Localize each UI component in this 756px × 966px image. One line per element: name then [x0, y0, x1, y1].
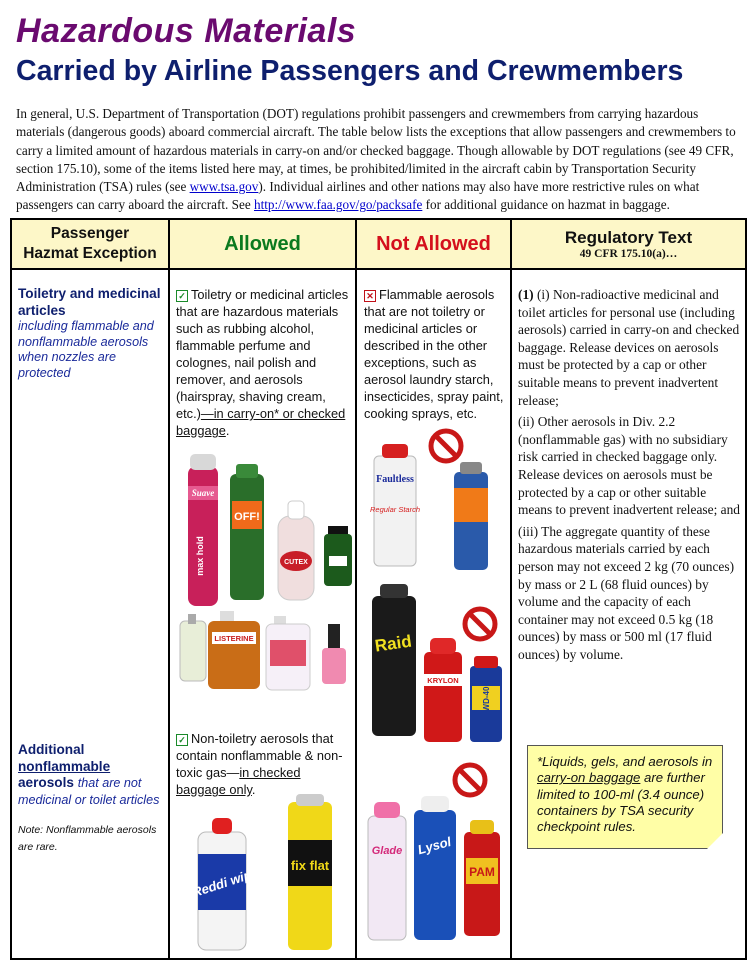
row1-not-allowed-text: Flammable aerosols that are not toiletry or medicinal articles or described in the other exceptions, such as aerosol laundry starch, insecticides, spray paint, cooking sprays, etc. — [364, 287, 504, 421]
row1-allowed-underlined: —in carry-on* or checked baggage — [176, 406, 346, 438]
cutex-label: CUTEX — [284, 559, 308, 566]
header-passenger-line1: Passenger — [50, 225, 130, 242]
header-allowed — [170, 220, 355, 268]
row2-title-c: aerosols — [18, 775, 74, 790]
row2-title-a: Additional — [18, 742, 85, 757]
pam-label: PAM — [469, 865, 495, 879]
row2-title-b: nonflammable — [18, 758, 111, 774]
regulatory-p1 — [518, 286, 740, 409]
sticky-fold — [707, 833, 723, 849]
column-divider — [355, 220, 357, 958]
row1-allowed-text: Toiletry or medicinal articles that are hazardous materials such as rubbing alcohol, flammable perfume and colognes, nail polish and remover, and aerosols (hairspray, shaving cream, etc.) — [176, 287, 349, 421]
regulatory-text — [518, 286, 740, 667]
krylon-can — [424, 638, 462, 742]
row1-category-title: Toiletry and medicinal articles — [18, 286, 161, 318]
pump-bottle — [180, 614, 206, 681]
sticky-text-1: *Liquids, gels, and aerosols in — [537, 754, 713, 769]
tsa-link[interactable]: www.tsa.gov — [189, 179, 259, 195]
no-symbol-icon — [465, 609, 495, 639]
listerine-label: LISTERINE — [214, 634, 254, 643]
sticky-underlined: carry-on baggage — [537, 770, 641, 786]
suave-label: Suave — [191, 488, 215, 498]
row2-allowed-text: Non-toiletry aerosols that contain nonflammable & non-toxic gas— — [176, 731, 343, 780]
regular-starch-label: Regular Starch — [369, 505, 421, 514]
checkbox-icon: ✓ — [176, 290, 188, 302]
rubbing-alcohol-bottle — [266, 616, 310, 690]
tsa-sticky-note — [527, 745, 723, 849]
hairspray-can — [188, 454, 218, 606]
column-divider — [168, 220, 170, 958]
regulatory-p1-num: (1) — [518, 287, 534, 302]
row2-note: Note: Nonflammable aerosols are rare. — [18, 824, 157, 853]
fix-flat-can — [288, 794, 332, 950]
hazmat-table — [10, 218, 747, 960]
mouthwash-bottle — [208, 611, 260, 689]
maxhold-label: max hold — [195, 536, 205, 576]
not-allowed-aerosols-image — [362, 424, 508, 744]
starch-can — [370, 444, 420, 566]
raid-label: Raid — [373, 631, 413, 656]
row2-allowed-end: . — [251, 782, 256, 797]
header-allowed-label: Allowed — [224, 232, 301, 255]
row1-category-sub: including flammable and nonflammable aerosols when nozzles are protected — [18, 319, 154, 380]
reddi-wip-label: Reddi wip — [190, 866, 254, 901]
bug-spray-can — [230, 464, 264, 600]
header-passenger-line2: Hazmat Exception — [23, 245, 157, 262]
row1-category — [18, 286, 164, 381]
nail-polish-remover — [278, 501, 314, 600]
row1-allowed — [176, 286, 350, 439]
glade-label: Glade — [371, 845, 403, 857]
header-not-allowed-label: Not Allowed — [376, 232, 491, 255]
header-passenger — [12, 220, 168, 268]
lysol-can — [414, 796, 456, 940]
glade-can — [368, 802, 406, 940]
intro-text-2: ). Individual airlines and other nations may also have more restrictive rules on what passengers can carry aboard the aircraft. See — [16, 179, 700, 213]
no-symbol-icon — [431, 431, 461, 461]
wd40-label: WD-40 — [482, 686, 491, 712]
faa-packsafe-link[interactable]: http://www.faa.gov/go/packsafe — [253, 197, 423, 213]
insecticide-can — [372, 584, 416, 736]
wd40-can — [470, 656, 502, 742]
faultless-label: Faultless — [376, 474, 414, 485]
page-subtitle: Carried by Airline Passengers and Crewmembers — [16, 55, 684, 87]
x-box-icon: ✕ — [364, 290, 376, 302]
sticky-text-2: are further limited to 100-ml (3.4 ounce) containers by TSA security checkpoint rules. — [537, 770, 705, 835]
header-regulatory-label: Regulatory Text — [564, 228, 693, 247]
row2-category-sub: that are not medicinal or toilet articles — [18, 776, 160, 807]
spray-paint-can — [454, 462, 488, 570]
allowed-toiletries-image — [174, 446, 354, 696]
row2-category-title — [18, 742, 164, 808]
regulatory-p3: (iii) The aggregate quantity of these hazardous materials carried by each person may not exceed 2 kg (70 ounces) by mass or 2 L (68 fluid ounces) by volume and the capacity of each container may not exceed 0.5 kg (18 ounces) by mass or 500 ml (17 fluid ounces) by volume. — [518, 523, 735, 662]
page-title: Hazardous Materials — [16, 12, 357, 50]
pam-can — [464, 820, 500, 936]
fix-flat-label: fix flat — [290, 858, 330, 873]
not-allowed-air-freshener-image — [364, 758, 510, 956]
regulatory-p2: (ii) Other aerosols in Div. 2.2 (nonflammable gas) with no subsidiary risk carried in checked baggage only. Release devices on aerosols must be protected by a cap or other suitable means to prevent inadvertent release; and — [518, 414, 740, 518]
header-regulatory-sub: 49 CFR 175.10(a)… — [579, 248, 678, 260]
header-regulatory — [512, 220, 745, 268]
header-not-allowed — [357, 220, 510, 268]
whipped-cream-can — [190, 818, 253, 950]
nail-polish-bottle — [322, 624, 346, 684]
row2-allowed — [176, 730, 350, 798]
header-divider — [12, 268, 745, 270]
lysol-label: Lysol — [416, 833, 453, 858]
cologne-bottle — [324, 526, 352, 586]
intro-paragraph — [16, 105, 741, 215]
off-label: OFF! — [234, 511, 260, 523]
intro-text-1: In general, U.S. Department of Transportation (DOT) regulations prohibit passengers and crewmembers from carrying hazardous materials (dangerous goods) aboard commercial aircraft. The table below lists the exceptions that allow passengers and crewmembers to carry a limited amount of hazardous materials in carry-on and/or checked baggage. Though allowable by DOT regulations (see 49 CFR, section 175.10), some of the items listed here may, at times, be prohibited/limited in the aircraft cabin by Transportation Security Administration (TSA) rules (see — [16, 106, 736, 195]
row2-category — [18, 742, 164, 856]
checkbox-icon: ✓ — [176, 734, 188, 746]
row1-allowed-end: . — [225, 423, 230, 438]
allowed-nonflammable-image — [188, 792, 348, 954]
regulatory-p1-text: (i) Non-radioactive medicinal and toilet articles for personal use (including aerosols) carried in carry-on and checked baggage. Release devices on aerosols must be protected by a cap or other suitable means to prevent inadvertent release; — [518, 287, 740, 408]
no-symbol-icon — [455, 765, 485, 795]
row2-allowed-underlined: in checked baggage only — [176, 765, 301, 797]
intro-text-3: for additional guidance on hazmat in baggage. — [422, 197, 670, 213]
krylon-label: KRYLON — [427, 676, 459, 685]
row1-not-allowed — [364, 286, 506, 422]
column-divider — [510, 220, 512, 958]
